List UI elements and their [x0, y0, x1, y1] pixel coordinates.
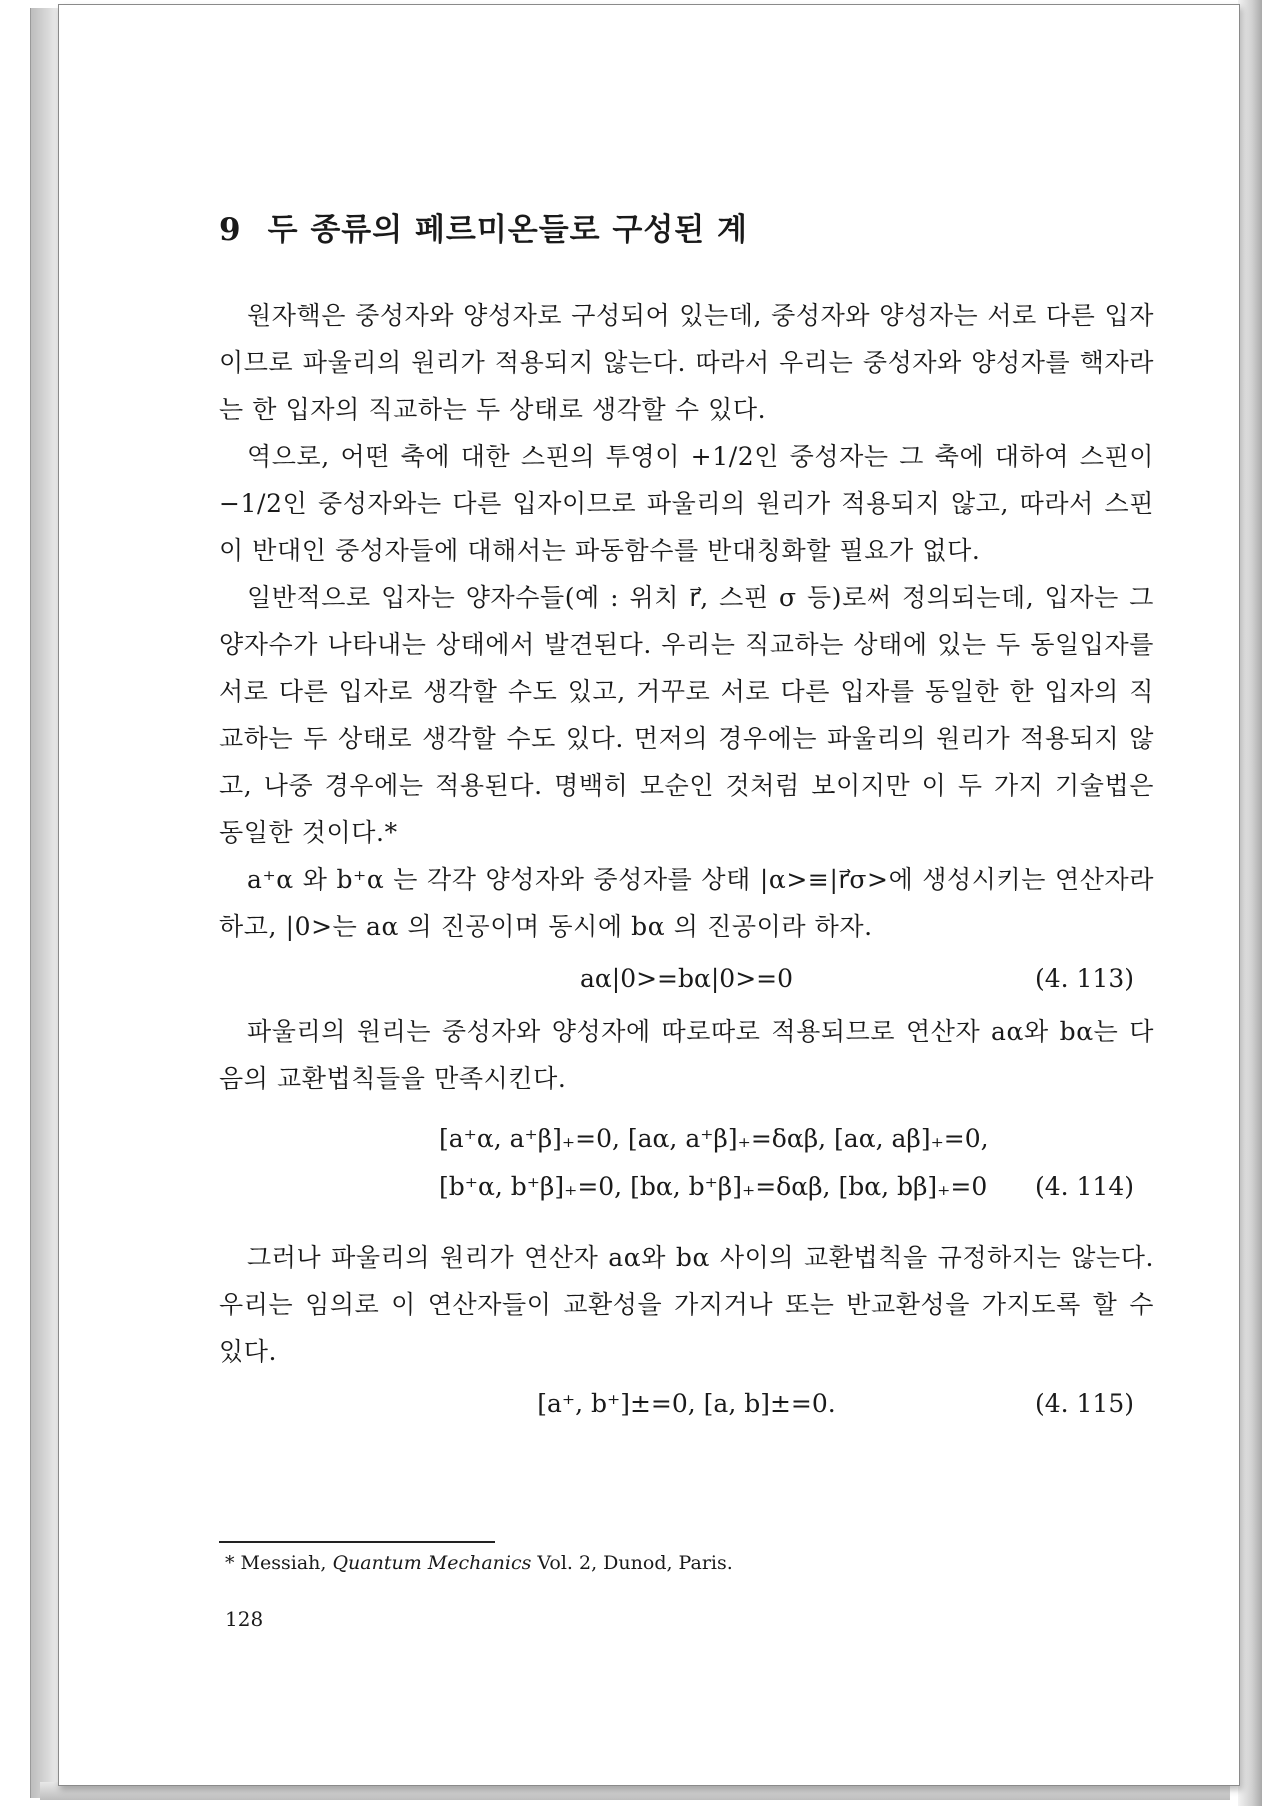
- book-left-edge: [30, 8, 59, 1798]
- book-page: [58, 4, 1240, 1786]
- equation-4-114-line1: [a⁺α, a⁺β]₊=0, [aα, a⁺β]₊=δαβ, [aα, aβ]₊=0,: [439, 1124, 989, 1153]
- section-number: 9: [219, 212, 242, 248]
- footnote: [225, 1549, 733, 1577]
- paragraph-1: 원자핵은 중성자와 양성자로 구성되어 있는데, 중성자와 양성자는 서로 다른 입자이므로 파울리의 원리가 적용되지 않는다. 따라서 우리는 중성자와 양성자를 핵자라는 한 입자의 직교하는 두 상태로 생각할 수 있다.: [219, 301, 1154, 424]
- equation-4-114: [219, 1116, 1154, 1216]
- paragraph-5: 파울리의 원리는 중성자와 양성자에 따로따로 적용되므로 연산자 aα와 bα는 다음의 교환법칙들을 만족시킨다.: [219, 1017, 1154, 1093]
- equation-4-113-text: aα|0>=bα|0>=0: [579, 964, 794, 993]
- paragraph-6: 그러나 파울리의 원리가 연산자 aα와 bα 사이의 교환법칙을 규정하지는 않는다. 우리는 임의로 이 연산자들이 교환성을 가지거나 또는 반교환성을 가지도록 할 수 있다.: [219, 1243, 1154, 1366]
- footnote-prefix: * Messiah,: [225, 1552, 333, 1574]
- equation-4-115: [219, 1375, 1154, 1433]
- equation-4-113: [219, 950, 1154, 1008]
- footnote-rule: [219, 1541, 495, 1543]
- paragraph-2: 역으로, 어떤 축에 대한 스핀의 투영이 +1/2인 중성자는 그 축에 대하여 스핀이 −1/2인 중성자와는 다른 입자이므로 파울리의 원리가 적용되지 않고, 따라서 스핀이 반대인 중성자들에 대해서는 파동함수를 반대칭화할 필요가 없다.: [219, 442, 1154, 565]
- paragraph-4: a⁺α 와 b⁺α 는 각각 양성자와 중성자를 상태 |α>≡|r⃗σ>에 생성시키는 연산자라 하고, |0>는 aα 의 진공이며 동시에 bα 의 진공이라 하자.: [219, 865, 1154, 941]
- page-content: [219, 210, 1154, 1433]
- section-title: [219, 210, 1154, 250]
- equation-4-114-number: (4. 114): [1034, 1172, 1134, 1201]
- paragraph-3: 일반적으로 입자는 양자수들(예 : 위치 r⃗, 스핀 σ 등)로써 정의되는데, 입자는 그 양자수가 나타내는 상태에서 발견된다. 우리는 직교하는 상태에 있는 두 동일입자를 서로 다른 입자로 생각할 수도 있고, 거꾸로 서로 다른 입자를 동일한 한 입자의 직교하는 두 상태로 생각할 수도 있다. 먼저의 경우에는 파울리의 원리가 적용되지 않고, 나중 경우에는 적용된다. 명백히 모순인 것처럼 보이지만 이 두 가지 기술법은 동일한 것이다.*: [219, 583, 1154, 847]
- section-title-text: 두 종류의 페르미온들로 구성된 계: [267, 212, 748, 248]
- equation-4-114-line2: [b⁺α, b⁺β]₊=0, [bα, b⁺β]₊=δαβ, [bα, bβ]₊=0: [439, 1172, 988, 1201]
- equation-4-113-number: (4. 113): [1034, 964, 1134, 993]
- footnote-title: Quantum Mechanics: [332, 1552, 532, 1574]
- footnote-suffix: Vol. 2, Dunod, Paris.: [531, 1552, 733, 1574]
- equation-4-115-number: (4. 115): [1034, 1389, 1134, 1418]
- book-right-edge: [1238, 0, 1262, 1806]
- equation-4-115-text: [a⁺, b⁺]±=0, [a, b]±=0.: [537, 1389, 836, 1418]
- page-number: 128: [225, 1607, 264, 1631]
